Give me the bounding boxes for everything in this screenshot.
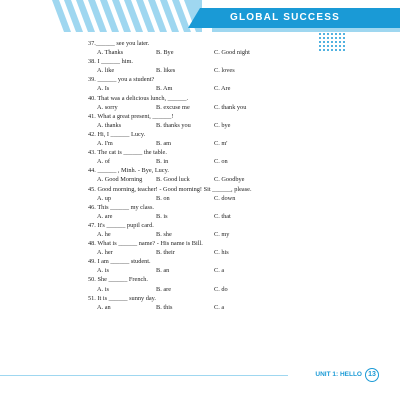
question-item (88, 57, 328, 75)
option-b: B. is (156, 212, 168, 220)
option-a: A. of (97, 158, 110, 166)
question-stem: 44. ______ , Minh. - Bye, Lucy. (88, 167, 169, 175)
option-c: C. down (214, 194, 236, 202)
answer-options (88, 121, 328, 130)
option-c: C. Goodbye (214, 176, 245, 184)
question-stem: 46. This ______ my class. (88, 203, 155, 211)
option-c: C. a (214, 267, 225, 275)
option-a: A. Is (97, 85, 110, 93)
question-item (88, 166, 328, 184)
option-c: C. his (214, 249, 229, 257)
option-a: A. her (97, 249, 113, 257)
question-item (88, 94, 328, 112)
option-a: A. are (97, 212, 113, 220)
answer-options (88, 139, 328, 148)
option-c: C. Good night (214, 49, 250, 57)
question-item (88, 130, 328, 148)
question-stem: 51. It is ______ sunny day. (88, 294, 156, 302)
option-b: B. Bye (156, 49, 174, 57)
answer-options (88, 84, 328, 93)
option-c: C. on (214, 158, 228, 166)
option-a: A. sorry (97, 103, 118, 111)
option-a: A. Thanks (97, 49, 124, 57)
question-stem: 37.______ see you later. (88, 40, 150, 47)
question-stem: 40. That was a delicious lunch, ______. (88, 94, 189, 102)
question-item (88, 294, 328, 312)
question-stem: 41. What a great present, ______! (88, 112, 174, 120)
option-a: A. like (97, 67, 115, 75)
question-stem: 50. She ______ French. (88, 276, 148, 284)
question-item (88, 148, 328, 166)
option-c: C. my (214, 230, 230, 238)
question-item (88, 239, 328, 257)
option-c: C. thank you (214, 103, 247, 111)
page-number: 13 (365, 368, 379, 382)
option-a: A. is (97, 285, 109, 293)
answer-options (88, 212, 328, 221)
header-banner-underline (212, 28, 400, 32)
answer-options (88, 303, 328, 312)
option-a: A. an (97, 303, 111, 311)
series-title: GLOBAL SUCCESS (230, 12, 340, 23)
option-a: A. I'm (97, 140, 113, 148)
answer-options (88, 285, 328, 294)
option-b: B. likes (156, 67, 176, 75)
answer-options (88, 194, 328, 203)
option-b: B. Am (156, 85, 173, 93)
option-b: B. she (156, 230, 172, 238)
option-c: C. a (214, 303, 225, 311)
answer-options (88, 48, 328, 57)
option-a: A. is (97, 267, 109, 275)
question-item (88, 257, 328, 275)
footer-rule (0, 375, 288, 376)
question-stem: 43. The cat is ______ the table. (88, 149, 167, 157)
answer-options (88, 157, 328, 166)
question-item (88, 221, 328, 239)
option-c: C. Are (214, 85, 231, 93)
option-a: A. thanks (97, 121, 122, 129)
question-item (88, 75, 328, 93)
option-c: C. loves (214, 67, 235, 75)
answer-options (88, 175, 328, 184)
option-c: C. m' (214, 140, 228, 148)
header-stripes-decoration (52, 0, 202, 32)
answer-options (88, 66, 328, 75)
option-b: B. this (156, 303, 173, 311)
question-item (88, 275, 328, 293)
option-b: B. their (156, 249, 175, 257)
option-a: A. up (97, 194, 111, 202)
answer-options (88, 230, 328, 239)
question-stem: 39. ______ you a student? (88, 76, 155, 84)
question-list (88, 39, 328, 312)
option-b: B. an (156, 267, 170, 275)
option-c: C. do (214, 285, 228, 293)
question-stem: 42. Hi, I ______ Lucy. (88, 130, 146, 138)
answer-options (88, 248, 328, 257)
option-c: C. bye (214, 121, 231, 129)
question-stem: 47. It's ______ pupil card. (88, 221, 154, 229)
question-item (88, 39, 328, 57)
option-b: B. are (156, 285, 172, 293)
question-item (88, 112, 328, 130)
option-b: B. thanks you (156, 121, 191, 129)
option-b: B. on (156, 194, 170, 202)
option-a: A. he (97, 230, 111, 238)
answer-options (88, 266, 328, 275)
option-b: B. am (156, 140, 172, 148)
option-c: C. that (214, 212, 231, 220)
page-footer (0, 367, 400, 385)
option-b: B. Good luck (156, 176, 190, 184)
question-item (88, 185, 328, 203)
question-item (88, 203, 328, 221)
unit-label: UNIT 1: HELLO (315, 371, 362, 378)
option-b: B. in (156, 158, 169, 166)
answer-options (88, 103, 328, 112)
question-stem: 49. I am ______ student. (88, 258, 151, 266)
option-a: A. Good Morning (97, 176, 143, 184)
question-stem: 48. What is ______ name? - His name is Bill. (88, 240, 203, 248)
question-stem: 45. Good morning, teacher! - Good morning! Sit ______, please. (88, 185, 252, 193)
option-b: B. excuse me (156, 103, 190, 111)
question-stem: 38. I ______ him. (88, 58, 133, 66)
